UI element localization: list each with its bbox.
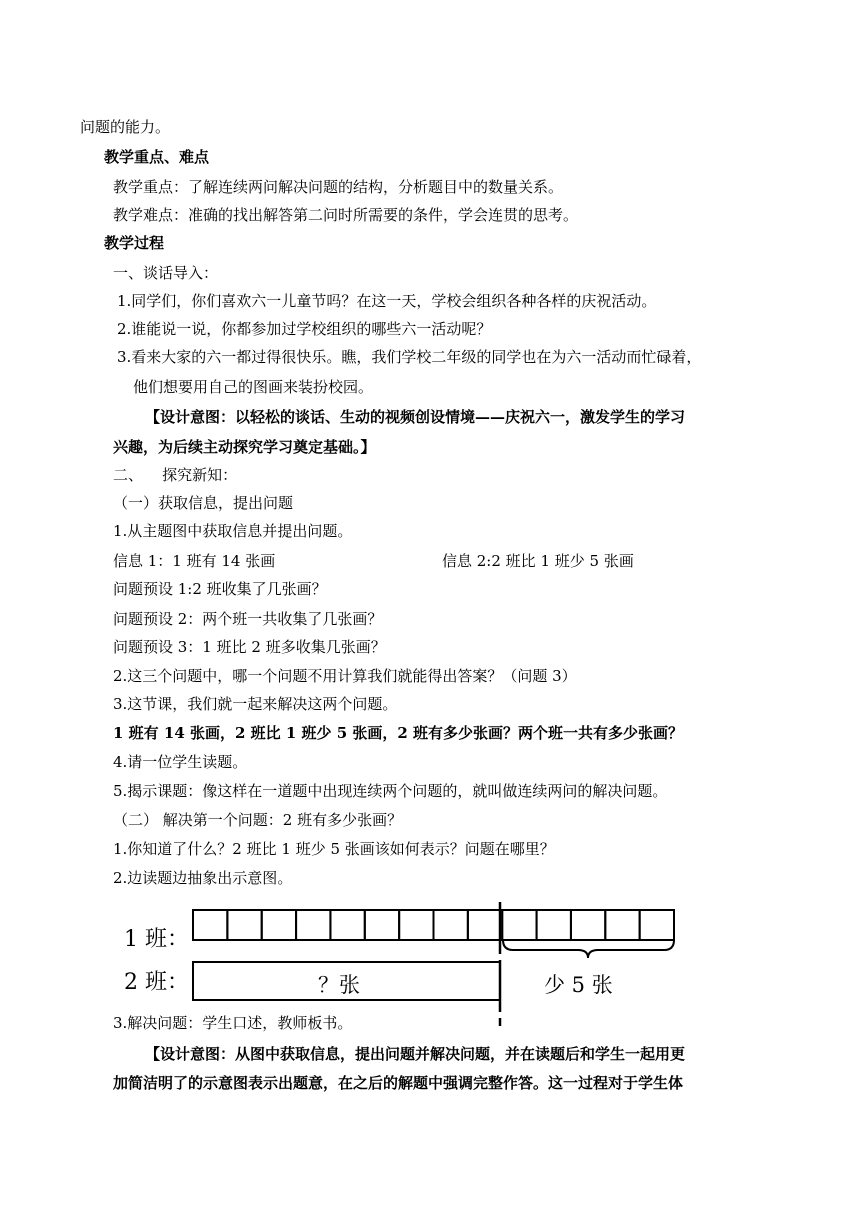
class1-cell <box>193 910 227 940</box>
design-intent-1: 【设计意图：以轻松的谈话、生动的视频创设情境——庆祝六一，激发学生的学习 <box>145 408 686 426</box>
info-1: 信息 1：1 班有 14 张画 <box>113 552 276 570</box>
solve-item-3: 3.解决问题：学生口述，教师板书。 <box>113 1014 353 1032</box>
class1-cell <box>605 910 639 940</box>
class1-cell <box>262 910 296 940</box>
class1-cell <box>434 910 468 940</box>
info-2: 信息 2:2 班比 1 班少 5 张画 <box>442 552 634 570</box>
intro-item-3-cont: 他们想要用自己的图画来装扮校园。 <box>133 378 374 396</box>
heading-key-points: 教学重点、难点 <box>104 148 210 166</box>
question-preset-2: 问题预设 2：两个班一共收集了几张画？ <box>113 610 383 628</box>
explore-item-5: 5.揭示课题：像这样在一道题中出现连续两个问题的，就叫做连续两问的解决问题。 <box>113 782 668 800</box>
difference-brace <box>503 940 674 958</box>
explore-item-1: 1.从主题图中获取信息并提出问题。 <box>113 522 353 540</box>
class1-bar <box>193 910 674 940</box>
class1-cell <box>537 910 571 940</box>
class1-label: 1 班： <box>124 927 189 952</box>
design-intent-2: 【设计意图：从图中获取信息，提出问题并解决问题，并在读题后和学生一起用更 <box>145 1045 686 1063</box>
design-intent-2-cont: 加简洁明了的示意图表示出题意，在之后的解题中强调完整作答。这一过程对于学生体 <box>113 1074 684 1092</box>
problem-statement: 1 班有 14 张画，2 班比 1 班少 5 张画，2 班有多少张画？两个班一共有多少张画？ <box>113 724 684 742</box>
solve-item-2: 2.边读题边抽象出示意图。 <box>113 869 293 887</box>
segment-diagram <box>0 900 860 1030</box>
intro-item-3: 3.看来大家的六一都过得很快乐。瞧，我们学校二年级的同学也在为六一活动而忙碌着， <box>117 348 702 366</box>
subsection-2-title: （二） 解决第一个问题：2 班有多少张画？ <box>113 811 403 829</box>
class1-cell <box>330 910 364 940</box>
intro-item-2: 2.谁能说一说，你都参加过学校组织的哪些六一活动呢？ <box>117 320 492 338</box>
heading-teaching-process: 教学过程 <box>104 234 165 252</box>
class1-cell <box>365 910 399 940</box>
difficulty-text: 教学难点：准确的找出解答第二问时所需要的条件，学会连贯的思考。 <box>113 206 579 224</box>
class1-cell <box>296 910 330 940</box>
unknown-amount-label: ？张 <box>318 973 360 997</box>
class2-label: 2 班： <box>124 970 189 995</box>
class1-cell <box>399 910 433 940</box>
design-intent-1-cont: 兴趣，为后续主动探究学习奠定基础。】 <box>113 438 376 456</box>
difference-label: 少 5 张 <box>544 973 613 997</box>
section-intro-title: 一、谈话导入： <box>113 264 219 282</box>
paragraph-continuation: 问题的能力。 <box>80 118 171 136</box>
class1-cell <box>468 910 502 940</box>
class1-cell <box>571 910 605 940</box>
explore-item-3: 3.这节课，我们就一起来解决这两个问题。 <box>113 695 398 713</box>
key-point-text: 教学重点：了解连续两问解决问题的结构，分析题目中的数量关系。 <box>113 178 564 196</box>
class1-cell <box>640 910 674 940</box>
section-explore-title: 二、 探究新知： <box>113 466 238 484</box>
explore-item-4: 4.请一位学生读题。 <box>113 753 248 771</box>
solve-item-1: 1.你知道了什么？2 班比 1 班少 5 张画该如何表示？问题在哪里？ <box>113 840 555 858</box>
question-preset-3: 问题预设 3：1 班比 2 班多收集几张画？ <box>113 638 386 656</box>
intro-item-1: 1.同学们，你们喜欢六一儿童节吗？在这一天，学校会组织各种各样的庆祝活动。 <box>117 292 657 310</box>
subsection-1-title: （一）获取信息，提出问题 <box>113 494 294 512</box>
class1-cell <box>502 910 536 940</box>
explore-item-2: 2.这三个问题中，哪一个问题不用计算我们就能得出答案？（问题 3） <box>113 667 577 685</box>
question-preset-1: 问题预设 1:2 班收集了几张画？ <box>113 580 327 598</box>
class1-cell <box>227 910 261 940</box>
